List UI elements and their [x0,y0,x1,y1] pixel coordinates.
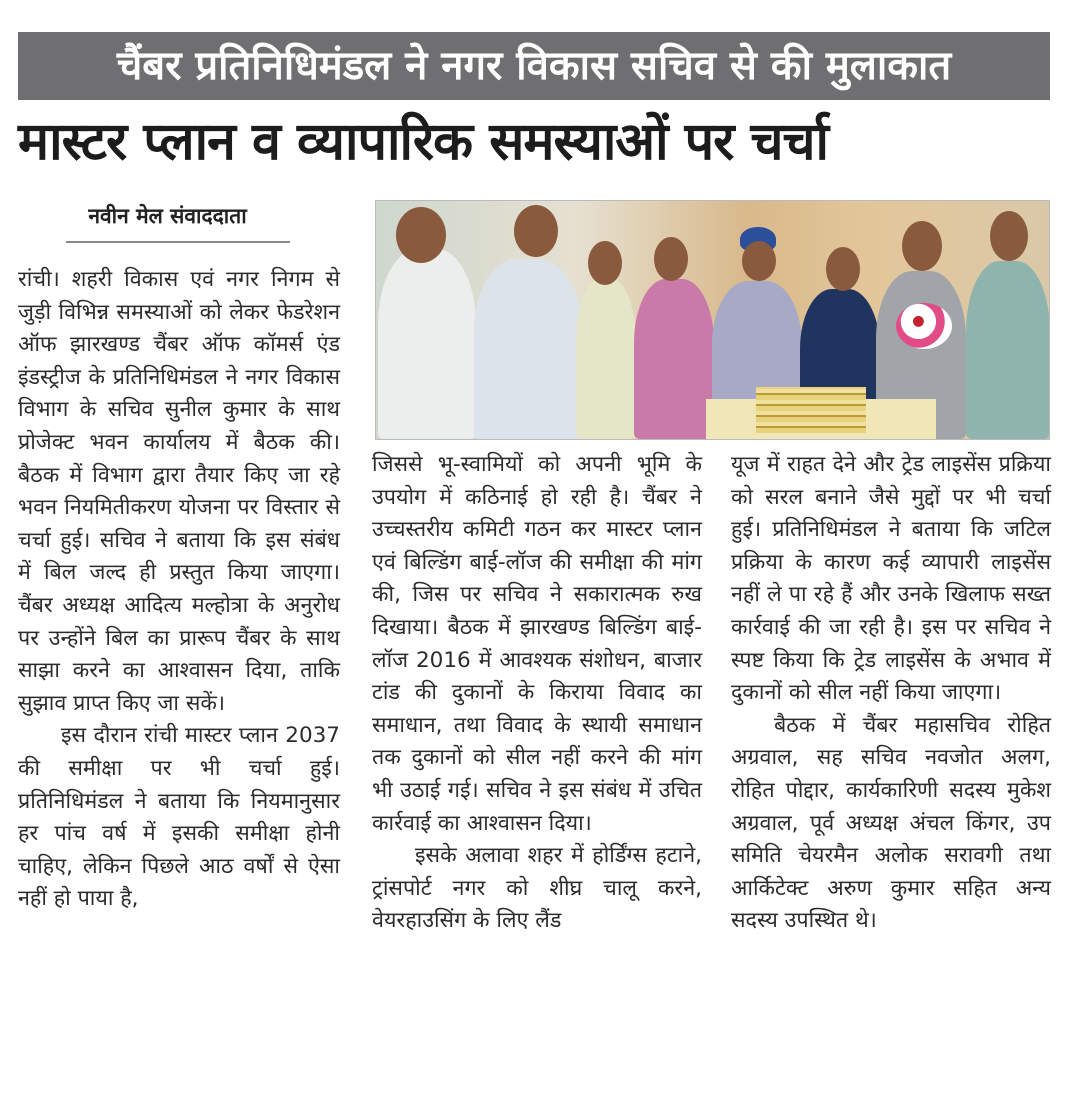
article-column-1 [18,264,340,916]
article-kicker-banner [18,32,1050,100]
bouquet [896,303,952,349]
paragraph: इस दौरान रांची मास्टर प्लान 2037 की समीक्षा पर भी चर्चा हुई। प्रतिनिधिमंडल ने बताया कि नियमानुसार हर पांच वर्ष में इसकी समीक्षा होनी चाहिए, लेकिन पिछले आठ वर्षों से ऐसा नहीं हो पाया है, [18,723,340,912]
article-column-2 [372,449,702,938]
article-headline: मास्टर प्लान व व्यापारिक समस्याओं पर चर्चा [18,112,828,172]
person-4 [634,279,714,439]
person-2-head [514,205,558,257]
paragraph: जिससे भू-स्वामियों को अपनी भूमि के उपयोग में कठिनाई हो रही है। चैंबर ने उच्चस्तरीय कमिटी गठन कर मास्टर प्लान एवं बिल्डिंग बाई-लॉज की समीक्षा की मांग की, जिस पर सचिव ने सकारात्मक रुख दिखाया। बैठक में झारखण्ड बिल्डिंग बाई-लॉज 2016 में आवश्यक संशोधन, बाजार टांड की दुकानों के किराया विवाद का समाधान, तथा विवाद के स्थायी समाधान तक दुकानों को सील नहीं करने की मांग भी उठाई गई। सचिव ने इस संबंध में उचित कार्रवाई का आश्वासन दिया। [372,452,702,836]
news-photo [375,200,1050,440]
article-column-3 [731,449,1051,938]
person-5-head [742,241,776,281]
byline-rule [66,241,290,243]
paragraph: रांची। शहरी विकास एवं नगर निगम से जुड़ी विभिन्न समस्याओं को लेकर फेडरेशन ऑफ झारखण्ड चैंबर ऑफ कॉमर्स एंड इंडस्ट्रीज के प्रतिनिधिमंडल ने नगर विकास विभाग के सचिव सुनील कुमार के साथ प्रोजेक्ट भवन कार्यालय में बैठक की। बैठक में विभाग द्वारा तैयार किए जा रहे भवन नियमितीकरण योजना पर विस्तार से चर्चा हुई। सचिव ने बताया कि इस संबंध में बिल जल्द ही प्रस्तुत किया जाएगा। चैंबर अध्यक्ष आदित्य मल्होत्रा के अनुरोध पर उन्होंने बिल का प्रारूप चैंबर के साथ साझा करने का आश्वासन दिया, ताकि सुझाव प्राप्त किए जा सकें। [18,267,340,716]
person-8 [966,261,1050,439]
person-3 [576,279,636,439]
person-6-head [826,247,860,291]
person-3-head [588,241,622,285]
paragraph: इसके अलावा शहर में होर्डिंग्स हटाने, ट्रांसपोर्ट नगर को शीघ्र चालू करने, वेयरहाउसिंग के लिए लैंड [372,843,702,934]
byline: नवीन मेल संवाददाता [88,204,247,228]
person-8-head [990,211,1028,261]
person-7-head [902,221,942,271]
files-stack [756,387,866,433]
kicker-text: चैंबर प्रतिनिधिमंडल ने नगर विकास सचिव से की मुलाकात [116,43,952,89]
paragraph: यूज में राहत देने और ट्रेड लाइसेंस प्रक्रिया को सरल बनाने जैसे मुद्दों पर भी चर्चा हुई। प्रतिनिधिमंडल ने बताया कि जटिल प्रक्रिया के कारण कई व्यापारी लाइसेंस नहीं ले पा रहे हैं और उनके खिलाफ सख्त कार्रवाई की जा रही है। इस पर सचिव ने स्पष्ट किया कि ट्रेड लाइसेंस के अभाव में दुकानों को सील नहीं किया जाएगा। [731,452,1051,706]
person-4-head [654,237,688,281]
person-2 [474,259,582,439]
person-1-head [396,207,446,263]
person-1 [378,249,476,439]
paragraph: बैठक में चैंबर महासचिव रोहित अग्रवाल, सह सचिव नवजोत अलग, रोहित पोद्दार, कार्यकारिणी सदस्य मुकेश अग्रवाल, पूर्व अध्यक्ष अंचल किंगर, उप समिति चेयरमैन अलोक सरावगी तथा आर्किटेक्ट अरुण कुमार सहित अन्य सदस्य उपस्थित थे। [731,712,1051,934]
